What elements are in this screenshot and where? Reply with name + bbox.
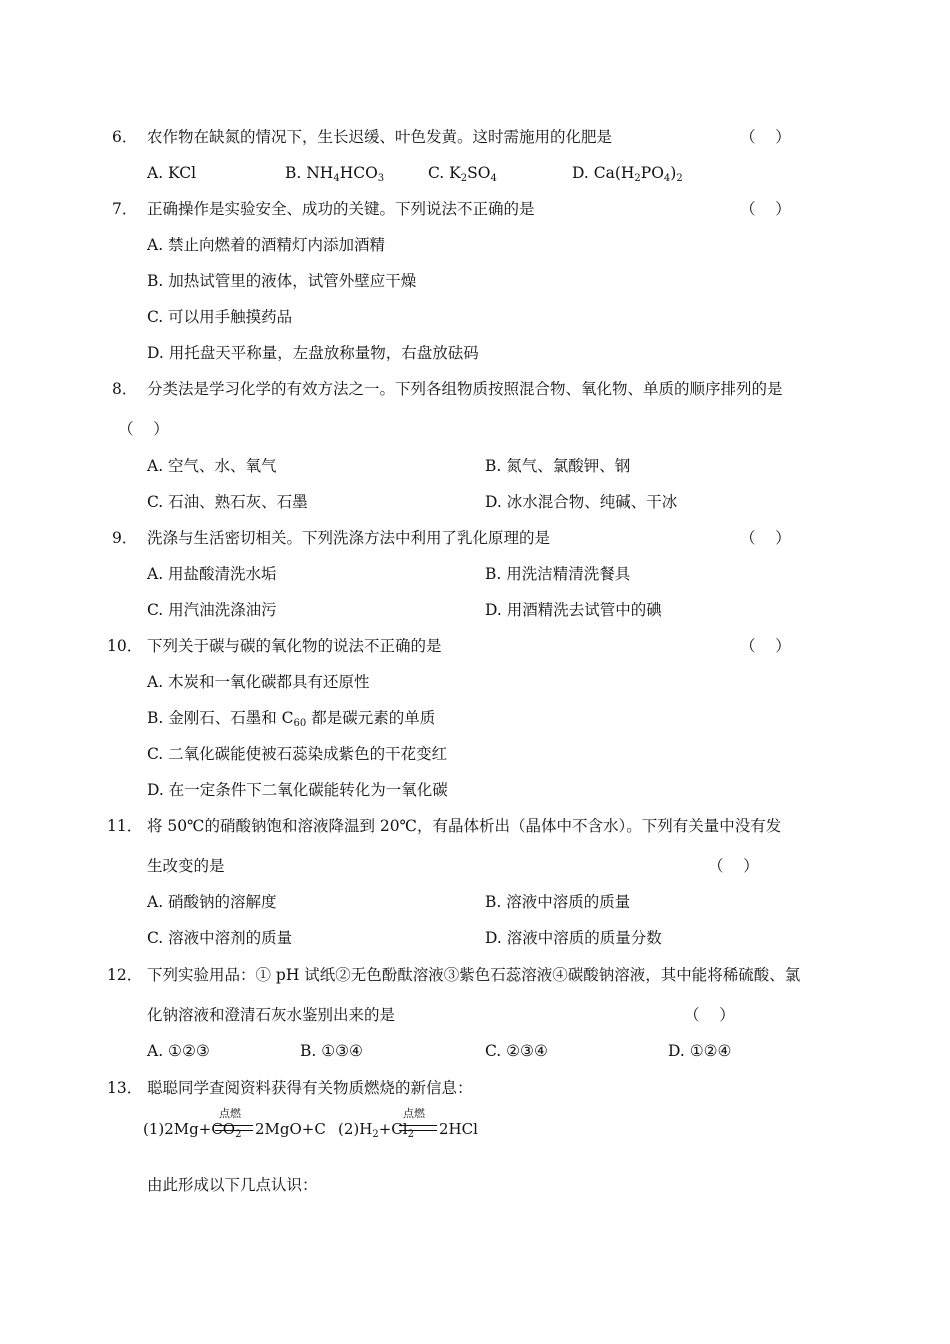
question-7-number: 7． xyxy=(112,200,138,218)
question-13-followup: 由此形成以下几点认识： xyxy=(147,1176,318,1194)
question-10-number: 10． xyxy=(107,637,143,655)
option-a: A. KCl xyxy=(147,164,197,182)
question-11-stem-cont: 生改变的是 xyxy=(147,857,225,875)
question-9-stem: 洗涤与生活密切相关。下列洗涤方法中利用了乳化原理的是 xyxy=(147,529,551,547)
question-11-stem: 将 50℃的硝酸钠饱和溶液降温到 20℃，有晶体析出（晶体中不含水）。下列有关量中没有发 xyxy=(147,817,782,835)
option-b: B. ①③④ xyxy=(300,1042,363,1060)
option-b: B. 用洗洁精清洗餐具 xyxy=(485,565,631,583)
option-b: B. 氮气、氯酸钾、钢 xyxy=(485,457,631,475)
equals-sign xyxy=(399,1125,437,1131)
question-8-number: 8． xyxy=(112,380,138,398)
answer-blank: （ ） xyxy=(708,857,759,875)
equation-2-products: 2HCl xyxy=(439,1120,478,1138)
answer-blank: （ ） xyxy=(740,128,791,146)
option-c: C. 用汽油洗涤油污 xyxy=(147,601,277,619)
option-a: A. 硝酸钠的溶解度 xyxy=(147,893,277,911)
option-d: D. 在一定条件下二氧化碳能转化为一氧化碳 xyxy=(147,781,448,799)
question-12-number: 12． xyxy=(107,966,143,984)
option-a: A. 用盐酸清洗水垢 xyxy=(147,565,277,583)
question-10-stem: 下列关于碳与碳的氧化物的说法不正确的是 xyxy=(147,637,442,655)
question-6-stem: 农作物在缺氮的情况下，生长迟缓、叶色发黄。这时需施用的化肥是 xyxy=(147,128,613,146)
equation-1-products: 2MgO+C xyxy=(255,1120,326,1138)
answer-blank: （ ） xyxy=(740,637,791,655)
question-11-number: 11． xyxy=(107,817,143,835)
answer-blank: （ ） xyxy=(740,200,791,218)
option-c: C. ②③④ xyxy=(485,1042,548,1060)
option-b: B. 加热试管里的液体，试管外壁应干燥 xyxy=(147,272,417,290)
question-13-number: 13． xyxy=(107,1079,143,1097)
equals-sign xyxy=(215,1125,253,1131)
answer-blank: （ ） xyxy=(740,529,791,547)
reaction-condition: 点燃 xyxy=(219,1107,241,1120)
option-d: D. 用酒精洗去试管中的碘 xyxy=(485,601,662,619)
option-a: A. 禁止向燃着的酒精灯内添加酒精 xyxy=(147,236,386,254)
question-7-stem: 正确操作是实验安全、成功的关键。下列说法不正确的是 xyxy=(147,200,535,218)
option-c: C. 二氧化碳能使被石蕊染成紫色的干花变红 xyxy=(147,745,448,763)
option-b: B. $NH_4HCO_3$ xyxy=(285,164,385,184)
equation-2-reactants: $(2)H_2+Cl_2$ xyxy=(338,1120,414,1140)
reaction-condition: 点燃 xyxy=(403,1107,425,1120)
answer-blank: （ ） xyxy=(684,1006,735,1024)
question-8-stem: 分类法是学习化学的有效方法之一。下列各组物质按照混合物、氧化物、单质的顺序排列的是 xyxy=(147,380,783,398)
option-a: A. 空气、水、氧气 xyxy=(147,457,277,475)
option-a: A. ①②③ xyxy=(147,1042,210,1060)
option-d: D. 冰水混合物、纯碱、干冰 xyxy=(485,493,678,511)
answer-blank: （ ） xyxy=(118,420,169,438)
option-c: C. 可以用手触摸药品 xyxy=(147,308,293,326)
option-d: D. ①②④ xyxy=(668,1042,732,1060)
question-12-stem-cont: 化钠溶液和澄清石灰水鉴别出来的是 xyxy=(147,1006,396,1024)
equation-1-reactants: $(1)2Mg+CO_2$ xyxy=(143,1120,242,1140)
question-9-number: 9． xyxy=(112,529,138,547)
option-c: C. 溶液中溶剂的质量 xyxy=(147,929,293,947)
option-b: B. 金刚石、石墨和 $C_{60}$ 都是碳元素的单质 xyxy=(147,709,436,729)
option-c: C. 石油、熟石灰、石墨 xyxy=(147,493,308,511)
option-d: D. 用托盘天平称量，左盘放称量物，右盘放砝码 xyxy=(147,344,479,362)
option-c: C. $K_2SO_4$ xyxy=(428,164,497,184)
question-13-stem: 聪聪同学查阅资料获得有关物质燃烧的新信息： xyxy=(147,1079,473,1097)
question-12-stem: 下列实验用品：① pH 试纸②无色酚酞溶液③紫色石蕊溶液④碳酸钠溶液，其中能将稀硫酸、氯 xyxy=(147,966,801,984)
option-d: D. 溶液中溶质的质量分数 xyxy=(485,929,662,947)
option-b: B. 溶液中溶质的质量 xyxy=(485,893,631,911)
option-a: A. 木炭和一氧化碳都具有还原性 xyxy=(147,673,370,691)
question-6-number: 6． xyxy=(112,128,138,146)
option-d: D. $Ca(H_2PO_4)_2$ xyxy=(572,164,683,184)
